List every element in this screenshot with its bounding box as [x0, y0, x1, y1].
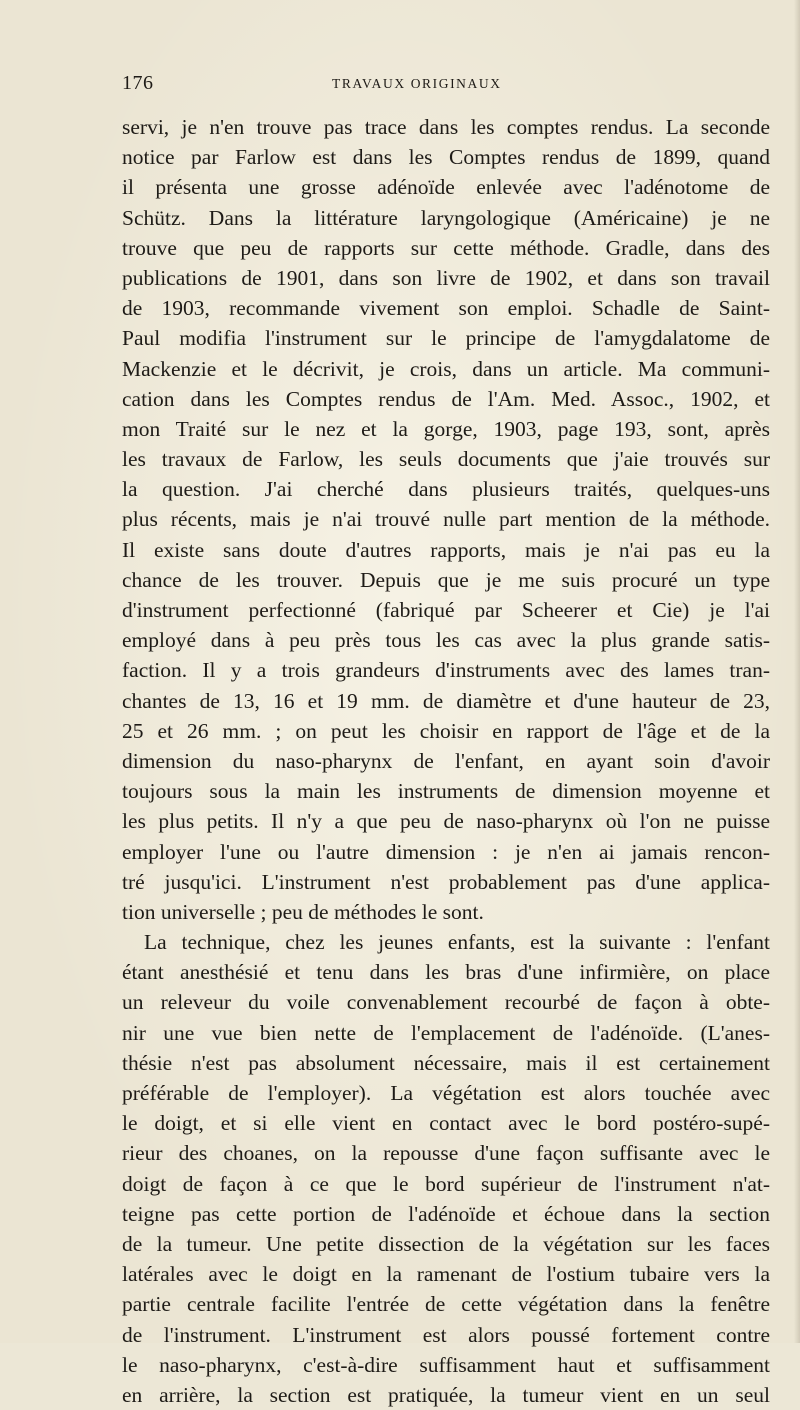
text-line: le doigt, et si elle vient en contact avec le bord postéro-supé-: [122, 1111, 770, 1136]
text-line: partie centrale facilite l'entrée de cette végétation dans la fenêtre: [122, 1292, 770, 1317]
text-line: chance de les trouver. Depuis que je me suis procuré un type: [122, 567, 770, 592]
text-line: le naso-pharynx, c'est-à-dire suffisamment haut et suffisamment: [122, 1352, 770, 1377]
text-line: cation dans les Comptes rendus de l'Am. Med. Assoc., 1902, et: [122, 386, 770, 411]
text-line: plus récents, mais je n'ai trouvé nulle part mention de la méthode.: [122, 507, 770, 532]
text-line: toujours sous la main les instruments de dimension moyenne et: [122, 779, 770, 804]
text-line: Mackenzie et le décrivit, je crois, dans un article. Ma communi-: [122, 356, 770, 381]
text-line: teigne pas cette portion de l'adénoïde et échoue dans la section: [122, 1201, 770, 1226]
text-line: un releveur du voile convenablement recourbé de façon à obte-: [122, 990, 770, 1015]
text-line: Paul modifia l'instrument sur le principe de l'amygdalatome de: [122, 326, 770, 351]
text-line: trouve que peu de rapports sur cette méthode. Gradle, dans des: [122, 235, 770, 260]
page-number: 176: [122, 72, 154, 94]
page-header: [118, 72, 768, 96]
text-line: les plus petits. Il n'y a que peu de naso-pharynx où l'on ne puisse: [122, 809, 770, 834]
text-line: 25 et 26 mm. ; on peut les choisir en rapport de l'âge et de la: [122, 718, 770, 743]
text-line: thésie n'est pas absolument nécessaire, mais il est certainement: [122, 1050, 770, 1075]
text-line: dimension du naso-pharynx de l'enfant, en ayant soin d'avoir: [122, 748, 770, 773]
text-line-paragraph-start: La technique, chez les jeunes enfants, est la suivante : l'enfant: [144, 930, 770, 955]
text-line: notice par Farlow est dans les Comptes rendus de 1899, quand: [122, 145, 770, 170]
page-edge-shadow: [794, 0, 800, 1343]
text-line: faction. Il y a trois grandeurs d'instruments avec des lames tran-: [122, 658, 770, 683]
text-line: préférable de l'employer). La végétation est alors touchée avec: [122, 1081, 770, 1105]
text-line: employer l'une ou l'autre dimension : je n'en ai jamais rencon-: [122, 839, 770, 864]
running-title: TRAVAUX ORIGINAUX: [332, 76, 502, 91]
text-line: Schütz. Dans la littérature laryngologique (Américaine) je ne: [122, 205, 770, 230]
body-text: [122, 112, 770, 1410]
text-line: rieur des choanes, on la repousse d'une façon suffisante avec le: [122, 1141, 770, 1166]
text-line: en arrière, la section est pratiquée, la tumeur vient en un seul: [122, 1382, 770, 1407]
text-line: servi, je n'en trouve pas trace dans les comptes rendus. La seconde: [122, 115, 770, 139]
text-line: de 1903, recommande vivement son emploi. Schadle de Saint-: [122, 296, 770, 321]
text-line: tré jusqu'ici. L'instrument n'est probablement pas d'une applica-: [122, 869, 770, 894]
text-line: mon Traité sur le nez et la gorge, 1903, page 193, sont, après: [122, 416, 770, 441]
text-line: nir une vue bien nette de l'emplacement de l'adénoïde. (L'anes-: [122, 1020, 770, 1045]
text-line: la question. J'ai cherché dans plusieurs traités, quelques-uns: [122, 477, 770, 502]
text-line: les travaux de Farlow, les seuls documents que j'aie trouvés sur: [122, 447, 770, 472]
text-line: de l'instrument. L'instrument est alors poussé fortement contre: [122, 1322, 770, 1347]
text-line-paragraph-end: tion universelle ; peu de méthodes le sont.: [122, 899, 484, 924]
text-line: il présenta une grosse adénoïde enlevée avec l'adénotome de: [122, 175, 770, 200]
text-line: étant anesthésié et tenu dans les bras d'une infirmière, on place: [122, 960, 770, 985]
text-line: doigt de façon à ce que le bord supérieur de l'instrument n'at-: [122, 1171, 770, 1196]
text-line: latérales avec le doigt en la ramenant de l'ostium tubaire vers la: [122, 1262, 770, 1287]
text-line: de la tumeur. Une petite dissection de la végétation sur les faces: [122, 1231, 770, 1256]
text-line: d'instrument perfectionné (fabriqué par Scheerer et Cie) je l'ai: [122, 598, 770, 622]
text-line: employé dans à peu près tous les cas avec la plus grande satis-: [122, 628, 770, 653]
text-line: publications de 1901, dans son livre de 1902, et dans son travail: [122, 265, 770, 290]
text-line: chantes de 13, 16 et 19 mm. de diamètre et d'une hauteur de 23,: [122, 688, 770, 713]
text-line: Il existe sans doute d'autres rapports, mais je n'ai pas eu la: [122, 537, 770, 562]
